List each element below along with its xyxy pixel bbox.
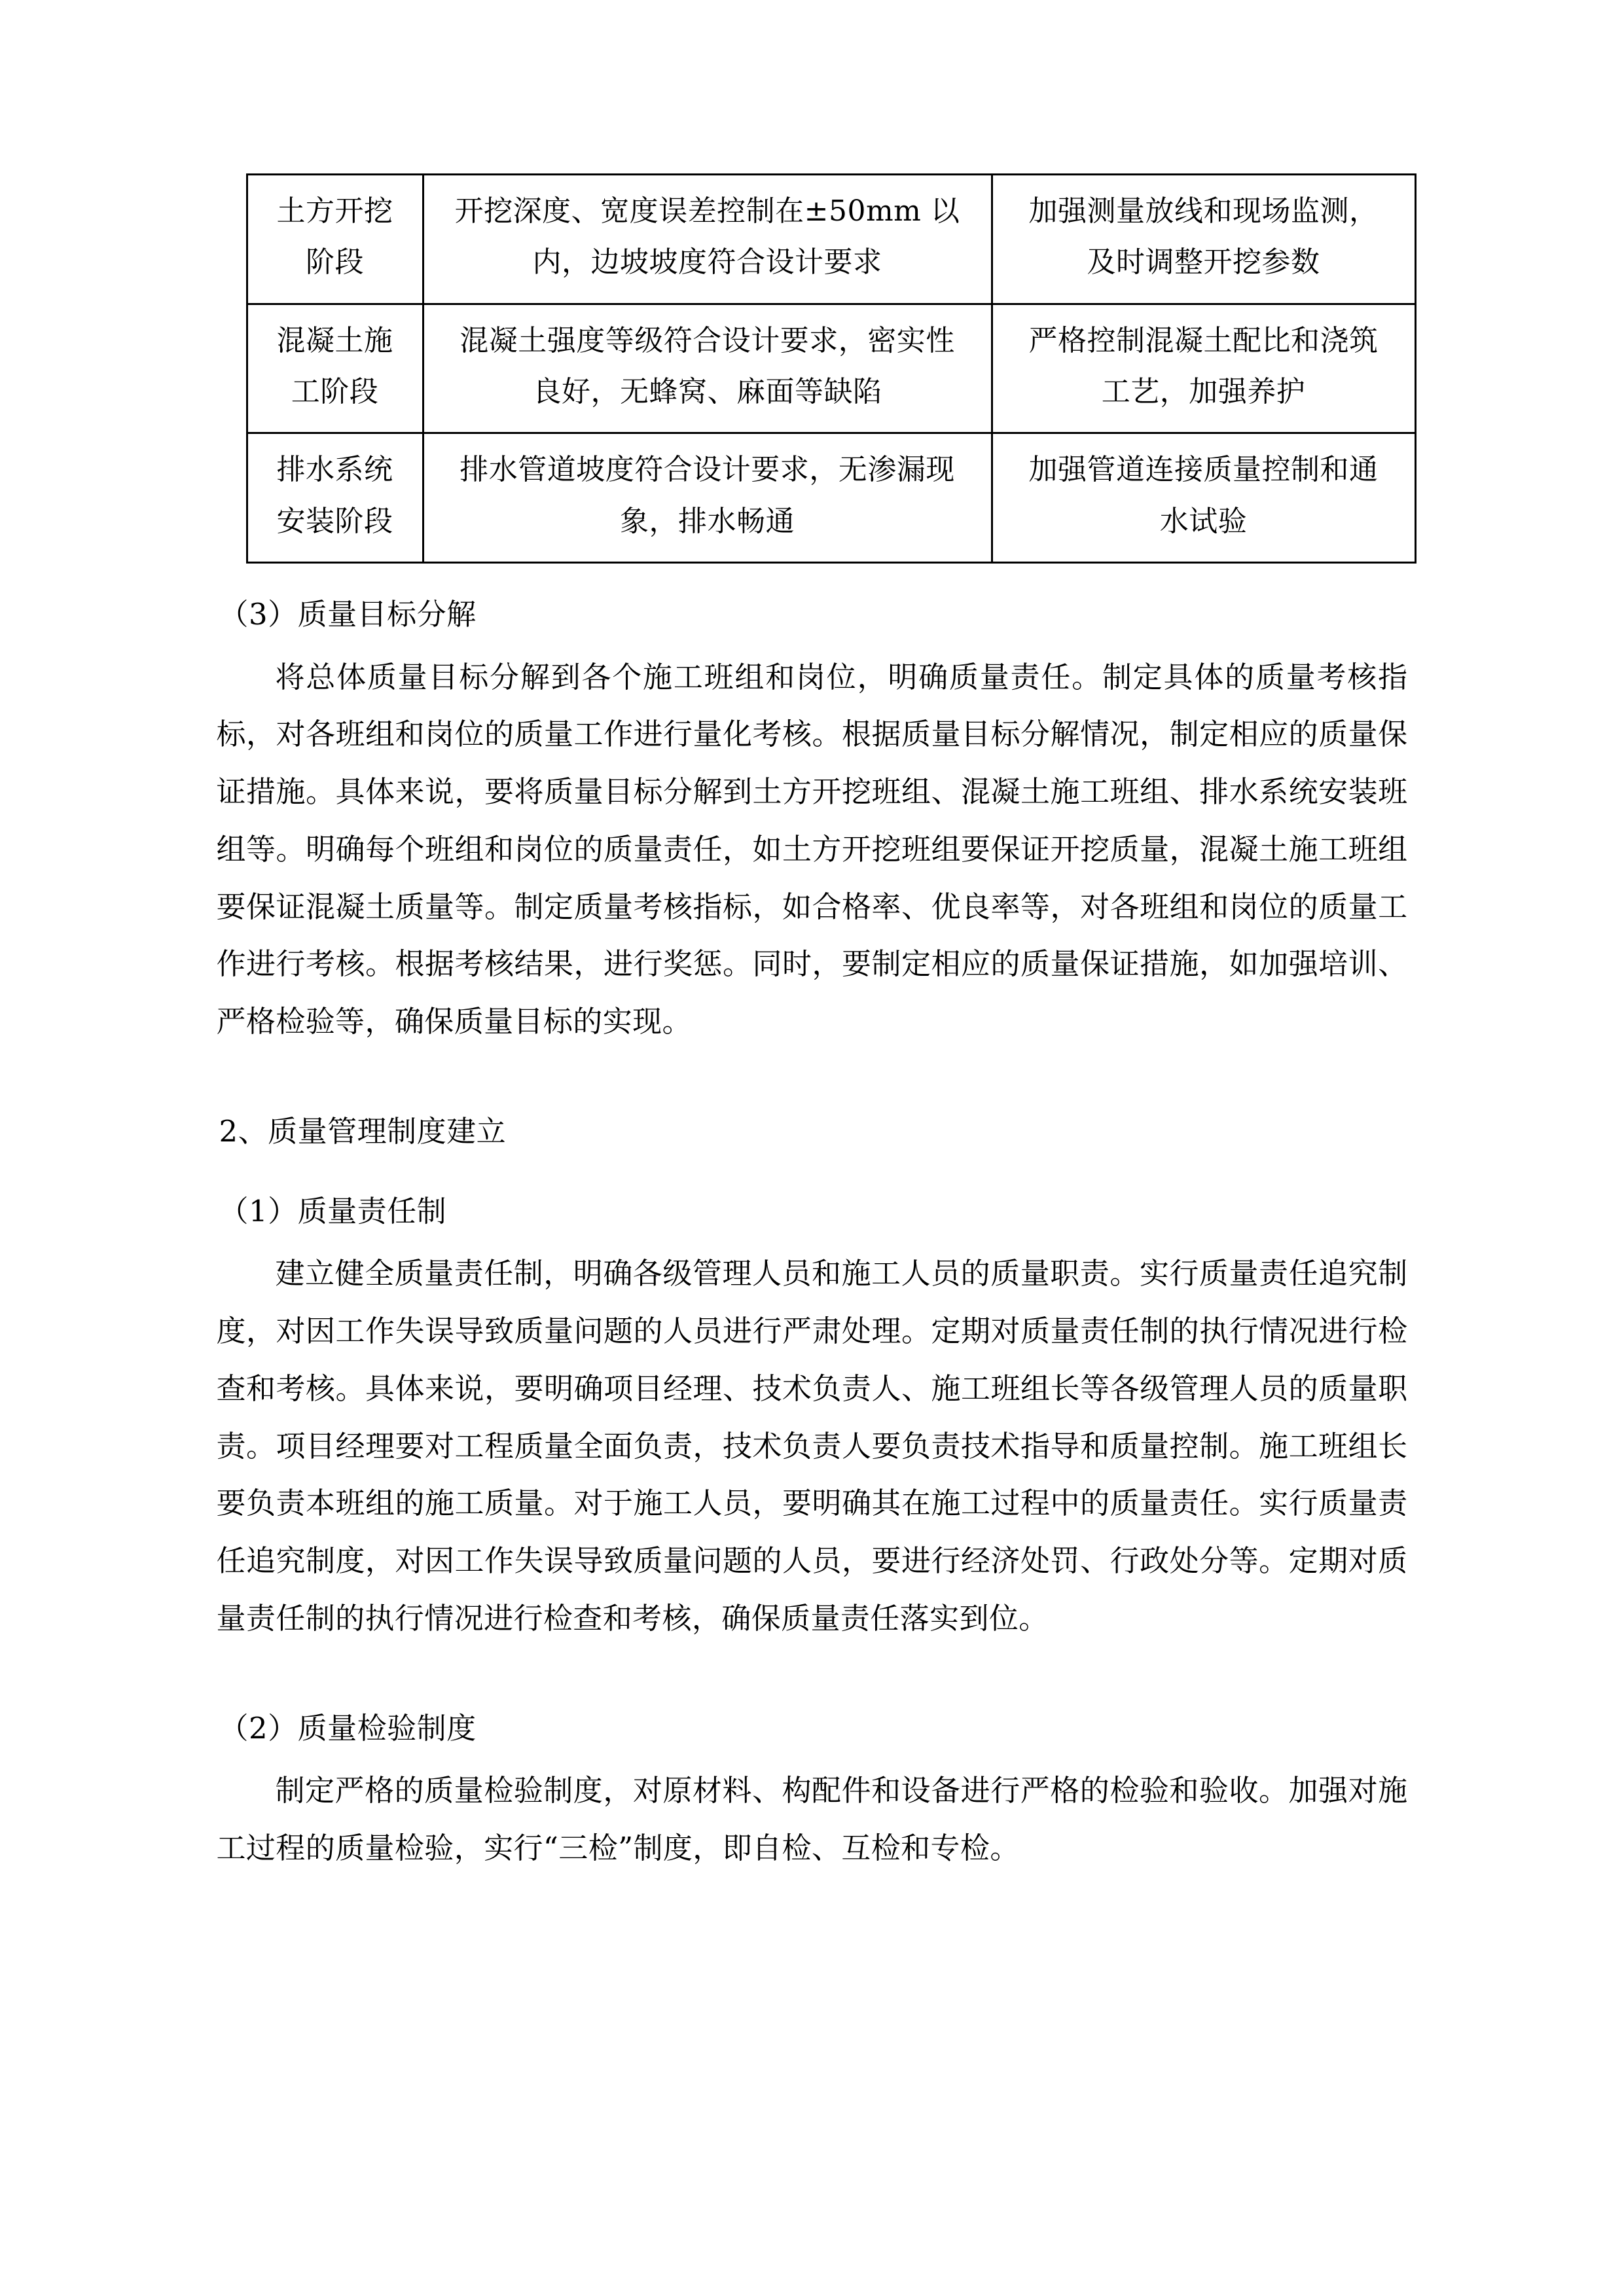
target-text-line1: 开挖深度、宽度误差控制在±50mm 以: [454, 194, 960, 228]
measure-text-line1: 严格控制混凝土配比和浇筑: [1028, 323, 1379, 357]
table-cell-target: [423, 433, 992, 563]
section-paragraph-quality-responsibility: 建立健全质量责任制，明确各级管理人员和施工人员的质量职责。实行质量责任追究制度，对因工作失误导致质量问题的人员进行严肃处理。定期对质量责任制的执行情况进行检查和考核。具体来说，要明确项目经理、技术负责人、施工班组长等各级管理人员的质量职责。项目经理要对工程质量全面负责，技术负责人要负责技术指导和质量控制。施工班组长要负责本班组的施工质量。对于施工人员，要明确其在施工过程中的质量责任。实行质量责任追究制度，对因工作失误导致质量问题的人员，要进行经济处罚、行政处分等。定期对质量责任制的执行情况进行检查和考核，确保质量责任落实到位。: [216, 1256, 1408, 1636]
stage-text-line1: 土方开挖: [276, 194, 393, 228]
table-row: [247, 304, 1415, 433]
table-cell-measure: [992, 433, 1415, 563]
table-cell-stage: [247, 433, 423, 563]
target-text-line2: 象，排水畅通: [620, 504, 795, 538]
measure-text-line1: 加强管道连接质量控制和通: [1028, 453, 1379, 487]
measure-text-line2: 工艺，加强养护: [1101, 374, 1306, 408]
stage-text-line2: 工阶段: [291, 374, 379, 408]
target-text-line2: 良好，无蜂窝、麻面等缺陷: [532, 374, 882, 408]
table-cell-measure: [992, 304, 1415, 433]
stage-text-line1: 混凝土施: [276, 323, 393, 357]
target-text-line2: 内，边坡坡度符合设计要求: [532, 245, 882, 279]
quality-control-table: [246, 173, 1416, 564]
spacer: [217, 1647, 1408, 1677]
measure-text-line2: 水试验: [1159, 504, 1248, 538]
stage-text-line2: 阶段: [306, 245, 364, 279]
measure-text-line2: 及时调整开挖参数: [1087, 245, 1320, 279]
section-heading-quality-inspection: （2）质量检验制度: [219, 1710, 477, 1746]
section-paragraph-quality-inspection: 制定严格的质量检验制度，对原材料、构配件和设备进行严格的检验和验收。加强对施工过程的质量检验，实行“三检”制度，即自检、互检和专检。: [216, 1773, 1408, 1866]
target-text-line1: 排水管道坡度符合设计要求，无渗漏现: [460, 453, 955, 487]
table-cell-target: [423, 304, 992, 433]
stage-text-line1: 排水系统: [276, 453, 393, 487]
page-content: [217, 173, 1408, 1877]
table-cell-target: [423, 175, 992, 304]
table-cell-stage: [247, 175, 423, 304]
measure-text-line1: 加强测量放线和现场监测，: [1028, 194, 1379, 228]
table-row: [247, 433, 1415, 563]
spacer: [217, 1050, 1408, 1081]
stage-text-line2: 安装阶段: [276, 504, 393, 538]
target-text-line1: 混凝土强度等级符合设计要求，密实性: [460, 323, 955, 357]
section-heading-quality-management-system: 2、质量管理制度建立: [219, 1113, 507, 1149]
section-heading-quality-responsibility: （1）质量责任制: [219, 1193, 447, 1229]
table-cell-stage: [247, 304, 423, 433]
table-row: [247, 175, 1415, 304]
table-cell-measure: [992, 175, 1415, 304]
section-heading-quality-goal-breakdown: （3）质量目标分解: [219, 596, 477, 632]
section-paragraph-quality-goal-breakdown: 将总体质量目标分解到各个施工班组和岗位，明确质量责任。制定具体的质量考核指标，对各班组和岗位的质量工作进行量化考核。根据质量目标分解情况，制定相应的质量保证措施。具体来说，要将质量目标分解到土方开挖班组、混凝土施工班组、排水系统安装班组等。明确每个班组和岗位的质量责任，如土方开挖班组要保证开挖质量，混凝土施工班组要保证混凝土质量等。制定质量考核指标，如合格率、优良率等，对各班组和岗位的质量工作进行考核。根据考核结果，进行奖惩。同时，要制定相应的质量保证措施，如加强培训、严格检验等，确保质量目标的实现。: [216, 659, 1408, 1039]
